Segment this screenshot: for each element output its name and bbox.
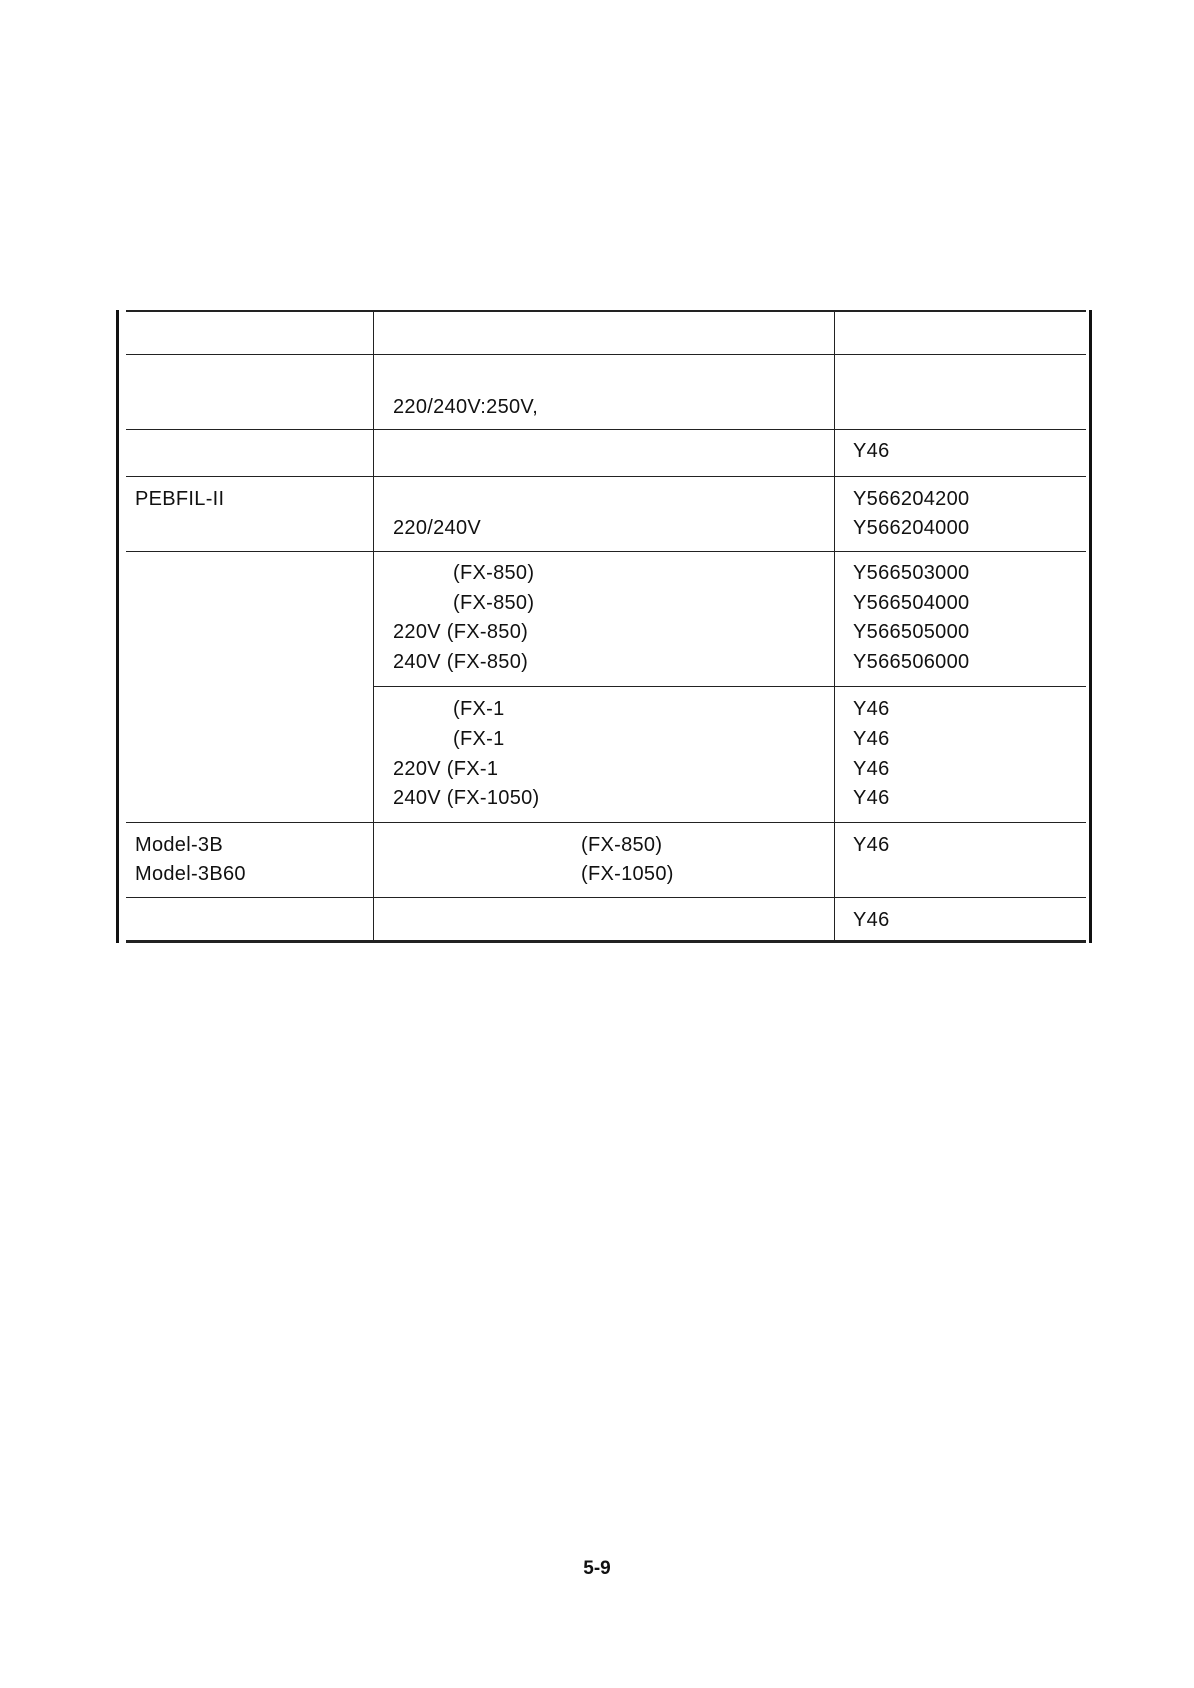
table-cell-text: 240V (FX-1050) <box>393 787 540 809</box>
table-row-rule <box>126 822 1086 823</box>
table-cell-text: Y566204000 <box>853 517 970 539</box>
table-row-rule <box>126 476 1086 477</box>
table-column-rule <box>834 310 835 940</box>
table-cell-text: Y566204200 <box>853 488 970 510</box>
table-cell-text: 220/240V <box>393 517 482 539</box>
table-cell-text: Y566505000 <box>853 621 970 643</box>
table-cell-text: (FX-850) <box>453 562 535 584</box>
table-cell-text: Model-3B60 <box>135 863 246 885</box>
table-cell-text: Y46 <box>853 698 890 720</box>
table-cell-text: Model-3B <box>135 834 223 856</box>
table-row-rule <box>126 429 1086 430</box>
table-cell-text: 240V (FX-850) <box>393 651 529 673</box>
table-row-rule <box>126 551 1086 552</box>
table-cell-text: PEBFIL-II <box>135 488 225 510</box>
table-cell-text: Y566506000 <box>853 651 970 673</box>
table-cell-text: Y566504000 <box>853 592 970 614</box>
table-cell-text: Y46 <box>853 758 890 780</box>
table-bottom-rule <box>126 940 1086 943</box>
table-cell-text: (FX-1050) <box>581 863 674 885</box>
table-cell-text: Y46 <box>853 834 890 856</box>
table-column-rule <box>373 310 374 940</box>
table-cell-text: 220V (FX-850) <box>393 621 529 643</box>
table-cell-text: Y46 <box>853 440 890 462</box>
table-header-rule <box>126 354 1086 355</box>
table-cell-text: (FX-850) <box>453 592 535 614</box>
right-margin-bar <box>1089 310 1092 943</box>
table-cell-text: (FX-850) <box>581 834 663 856</box>
table-row-rule <box>373 686 1086 687</box>
table-cell-text: Y46 <box>853 909 890 931</box>
table-cell-text: 220V (FX-1 <box>393 758 499 780</box>
table-cell-text: (FX-1 <box>453 698 505 720</box>
table-top-rule <box>126 310 1086 312</box>
table-cell-text: 220/240V:250V, <box>393 396 539 418</box>
table-cell-text: (FX-1 <box>453 728 505 750</box>
table-cell-text: Y566503000 <box>853 562 970 584</box>
page-number: 5-9 <box>583 1558 611 1579</box>
table-cell-text: Y46 <box>853 728 890 750</box>
table-row-rule <box>126 897 1086 898</box>
left-margin-bar <box>116 310 119 943</box>
table-cell-text: Y46 <box>853 787 890 809</box>
